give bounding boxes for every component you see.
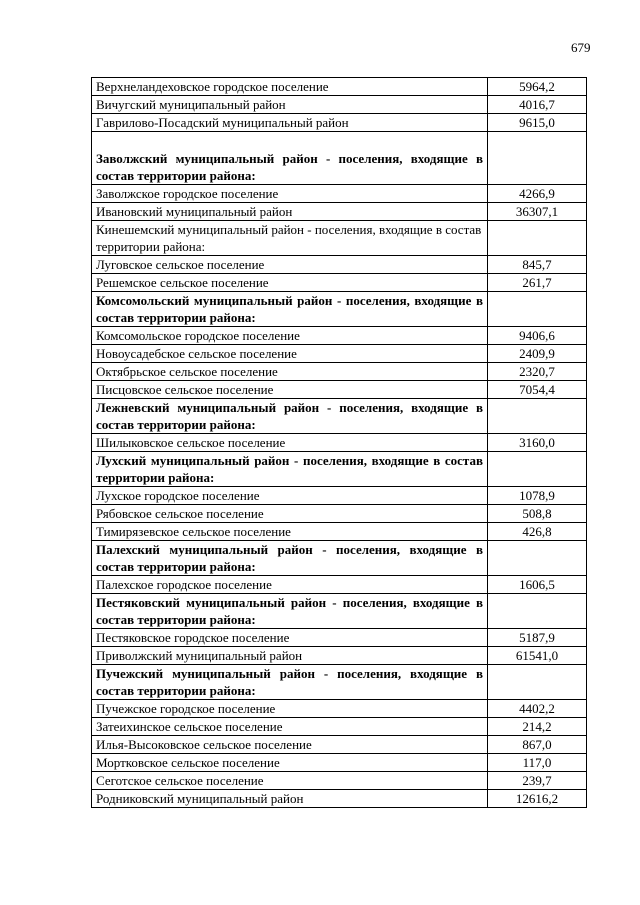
section-header-row: [92, 292, 587, 327]
row-name: Илья-Высоковское сельское поселение: [92, 736, 488, 754]
row-value: [488, 452, 587, 487]
table-row: [92, 700, 587, 718]
row-value: 214,2: [488, 718, 587, 736]
table-row: [92, 790, 587, 808]
row-value: 1078,9: [488, 487, 587, 505]
row-name: Лухское городское поселение: [92, 487, 488, 505]
row-value: 5187,9: [488, 629, 587, 647]
row-name: Пучежский муниципальный район - поселения, входящие в состав территории района:: [92, 665, 488, 700]
table-row: [92, 647, 587, 665]
row-value: 867,0: [488, 736, 587, 754]
section-header-row: [92, 594, 587, 629]
section-header-row: [92, 132, 587, 185]
row-name: Верхнеландеховское городское поселение: [92, 78, 488, 96]
row-name: Заволжский муниципальный район - поселения, входящие в состав территории района:: [92, 132, 488, 185]
row-name: Родниковский муниципальный район: [92, 790, 488, 808]
row-value: 239,7: [488, 772, 587, 790]
row-value: 7054,4: [488, 381, 587, 399]
row-value: 4402,2: [488, 700, 587, 718]
table-row: [92, 203, 587, 221]
table-row: [92, 274, 587, 292]
row-value: 12616,2: [488, 790, 587, 808]
row-value: 5964,2: [488, 78, 587, 96]
table-row: [92, 718, 587, 736]
table-row: [92, 736, 587, 754]
row-name: Кинешемский муниципальный район - поселения, входящие в состав территории района:: [92, 221, 488, 256]
row-name: Сеготское сельское поселение: [92, 772, 488, 790]
row-value: 426,8: [488, 523, 587, 541]
row-name: Затеихинское сельское поселение: [92, 718, 488, 736]
row-name: Гаврилово-Посадский муниципальный район: [92, 114, 488, 132]
table-row: [92, 487, 587, 505]
row-value: 261,7: [488, 274, 587, 292]
table-row: [92, 185, 587, 203]
section-header-row: [92, 399, 587, 434]
row-value: 61541,0: [488, 647, 587, 665]
row-name: Комсомольский муниципальный район - поселения, входящие в состав территории района:: [92, 292, 488, 327]
page-number: 679: [571, 40, 591, 55]
table-row: [92, 523, 587, 541]
row-name: Новоусадебское сельское поселение: [92, 345, 488, 363]
row-name: Писцовское сельское поселение: [92, 381, 488, 399]
row-name: Вичугский муниципальный район: [92, 96, 488, 114]
section-header-row: [92, 452, 587, 487]
row-name: Шилыковское сельское поселение: [92, 434, 488, 452]
row-name: Приволжский муниципальный район: [92, 647, 488, 665]
row-name: Палехский муниципальный район - поселения, входящие в состав территории района:: [92, 541, 488, 576]
row-value: [488, 399, 587, 434]
row-value: 4266,9: [488, 185, 587, 203]
row-name: Рябовское сельское поселение: [92, 505, 488, 523]
row-name: Лежневский муниципальный район - поселения, входящие в состав территории района:: [92, 399, 488, 434]
section-header-row: [92, 541, 587, 576]
row-name: Комсомольское городское поселение: [92, 327, 488, 345]
table-row: [92, 576, 587, 594]
row-value: [488, 292, 587, 327]
row-name: Заволжское городское поселение: [92, 185, 488, 203]
row-value: [488, 221, 587, 256]
row-value: 36307,1: [488, 203, 587, 221]
table-row: [92, 114, 587, 132]
table-row: [92, 96, 587, 114]
row-name: Ивановский муниципальный район: [92, 203, 488, 221]
row-value: 508,8: [488, 505, 587, 523]
row-value: 2409,9: [488, 345, 587, 363]
row-name: Палехское городское поселение: [92, 576, 488, 594]
table-row: [92, 78, 587, 96]
row-value: 4016,7: [488, 96, 587, 114]
section-header-row: [92, 665, 587, 700]
row-value: [488, 594, 587, 629]
row-name: Октябрьское сельское поселение: [92, 363, 488, 381]
row-name: Лухский муниципальный район - поселения, входящие в состав территории района:: [92, 452, 488, 487]
table-row: [92, 381, 587, 399]
table-row: [92, 629, 587, 647]
row-name: Мортковское сельское поселение: [92, 754, 488, 772]
row-value: [488, 541, 587, 576]
row-value: [488, 665, 587, 700]
table-row: [92, 434, 587, 452]
section-header-row: [92, 221, 587, 256]
row-value: 2320,7: [488, 363, 587, 381]
row-value: 845,7: [488, 256, 587, 274]
row-value: 117,0: [488, 754, 587, 772]
row-name: Решемское сельское поселение: [92, 274, 488, 292]
row-name: Пестяковское городское поселение: [92, 629, 488, 647]
row-name: Пучежское городское поселение: [92, 700, 488, 718]
table-row: [92, 505, 587, 523]
row-value: 9615,0: [488, 114, 587, 132]
table-row: [92, 256, 587, 274]
row-name: Луговское сельское поселение: [92, 256, 488, 274]
row-value: 9406,6: [488, 327, 587, 345]
table-row: [92, 363, 587, 381]
row-name: Тимирязевское сельское поселение: [92, 523, 488, 541]
table-row: [92, 772, 587, 790]
table-row: [92, 754, 587, 772]
row-value: 1606,5: [488, 576, 587, 594]
table-row: [92, 345, 587, 363]
allocation-table: [91, 77, 587, 808]
table-row: [92, 327, 587, 345]
row-value: [488, 132, 587, 185]
row-name: Пестяковский муниципальный район - поселения, входящие в состав территории района:: [92, 594, 488, 629]
row-value: 3160,0: [488, 434, 587, 452]
